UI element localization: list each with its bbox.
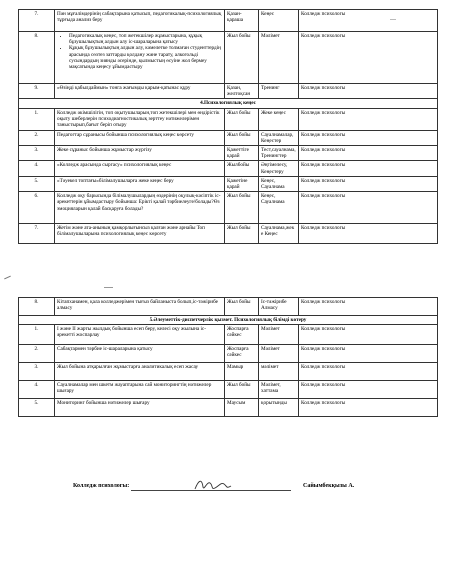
activity-cell: Сабақтармен тәрбие іс-шараларына қатысу <box>55 345 225 363</box>
date-cell: Жыл бойы <box>225 130 259 145</box>
section-title: 4.Психологиялық кеңес <box>19 99 438 108</box>
table-row <box>19 146 438 161</box>
form-cell: мәлімет <box>259 363 299 381</box>
form-cell: Сауалнама,жеке Кеңес <box>259 224 299 244</box>
activity-cell: Жеке сұраныс бойынша жұмыстар жүргізу <box>55 146 225 161</box>
table-row <box>19 399 438 417</box>
activity-cell: Кітапханамен, қала колледжерімен тығыз байланыста болып,іс-тәжірибе алмасу <box>55 298 225 316</box>
row-number: 4. <box>19 381 55 399</box>
row-number: 9. <box>19 84 55 99</box>
scan-mark <box>4 276 11 280</box>
form-cell: Мәлімет, хаттама <box>259 381 299 399</box>
list-item: • Педагогикалық кеңес, топ жетекшілер жұмыстарына, құқық бұзушылықтың алдын алу іс-шараларына қатысу <box>69 33 222 45</box>
table-row <box>19 176 438 191</box>
table-row <box>19 298 438 316</box>
row-number: 1. <box>19 325 55 345</box>
date-cell: Мамыр <box>225 363 259 381</box>
responsible-cell: Колледж психологы <box>299 345 438 363</box>
date-cell: Жоспарға сәйкес <box>225 345 259 363</box>
scan-mark <box>104 287 113 288</box>
activity-cell: Жыл бойына атқарылған жұмыстарға аналитикалық есеп жасау <box>55 363 225 381</box>
responsible-cell: Колледж психологы <box>299 176 438 191</box>
form-cell: Тренинг <box>259 84 299 99</box>
responsible-cell: Колледж психологы <box>299 363 438 381</box>
date-cell: Жыл бойы <box>225 224 259 244</box>
form-cell: Әңгімелесу, Кеңестеру <box>259 161 299 176</box>
responsible-cell: Колледж психологы <box>299 161 438 176</box>
bottom-page <box>18 297 438 527</box>
form-cell: Мәлімет <box>259 325 299 345</box>
responsible-cell: Колледж психологы <box>299 10 438 32</box>
signatory-name: Сайымбекқызы А. <box>303 483 355 489</box>
date-cell: Қажетіне қарай <box>225 176 259 191</box>
activity-cell: Пән мұғалімдерінің сабақтарына қатысып, педагогикалық-психологиялық тұрғыда анализ беру <box>55 10 225 32</box>
date-cell: Қажеттіге қарай <box>225 146 259 161</box>
table-row <box>19 345 438 363</box>
row-number: 8. <box>19 32 55 84</box>
date-cell: Жыл бойы <box>225 32 259 84</box>
responsible-cell: Колледж психологы <box>299 224 438 244</box>
activity-cell: І және ІІ жарты жылдық бойынша есеп беру, келесі оқу жылына іс-әрекетті жоспарлау <box>55 325 225 345</box>
activity-cell: Педагогтар сұранысы бойынша психологиялық кеңес көрсету <box>55 130 225 145</box>
activity-cell: Мониторинг бойынша нәтижелер шығару <box>55 399 225 417</box>
plan-table-top <box>18 9 438 244</box>
row-number: 8. <box>19 298 55 316</box>
table-row <box>19 10 438 32</box>
date-cell: Жыл бойы <box>225 108 259 130</box>
responsible-cell: Колледж психологы <box>299 130 438 145</box>
date-cell: Жылбойы <box>225 161 259 176</box>
form-cell: Мәлімет <box>259 32 299 84</box>
activity-cell: Жетім және ата-анының қамқорлығынсыз қалған және арнайы Топ білімалушыларына психологиялық кеңес көрсету <box>55 224 225 244</box>
row-number: 2. <box>19 130 55 145</box>
table-row <box>19 32 438 84</box>
responsible-cell: Колледж психологы <box>299 399 438 417</box>
responsible-cell: Колледж психологы <box>299 146 438 161</box>
responsible-cell: Колледж психологы <box>299 32 438 84</box>
row-number: 7. <box>19 10 55 32</box>
row-number: 4. <box>19 161 55 176</box>
top-page <box>18 9 438 244</box>
responsible-cell: Колледж психологы <box>299 381 438 399</box>
form-cell: Кеңес <box>259 10 299 32</box>
date-cell: Қазан, желтоқсан <box>225 84 259 99</box>
row-number: 3. <box>19 363 55 381</box>
form-cell: Мәлімет <box>259 345 299 363</box>
responsible-cell: Колледж психологы <box>299 108 438 130</box>
activity-cell: «Колледж арасында сыргасу» психологиялық кеңес <box>55 161 225 176</box>
row-number: 2. <box>19 345 55 363</box>
table-row <box>19 130 438 145</box>
table-row <box>19 363 438 381</box>
table-row <box>19 325 438 345</box>
form-cell: Кеңес, Сауалнама <box>259 176 299 191</box>
row-number: 5. <box>19 399 55 417</box>
responsible-cell: Колледж психологы <box>299 325 438 345</box>
form-cell: қорытынды <box>259 399 299 417</box>
date-cell: Жыл бойы <box>225 381 259 399</box>
section-heading-row <box>19 99 438 108</box>
activity-cell <box>55 32 225 84</box>
list-item: • Құқық бұзушылықтың алдын алу, кәмелетке толмаған студенттердің арасында сөзтез заттарды қолдану және тарату, алкогольді сусындардың зиянды әсерінде, қылмыстың өсуіне жол бермеу мақсатында кеңесу ұйымдастыру <box>69 45 222 70</box>
form-cell: Іс-тәжірибе Алмасу <box>259 298 299 316</box>
form-cell: Кеңес, Сауалнама <box>259 192 299 224</box>
responsible-cell: Колледж психологы <box>299 298 438 316</box>
table-row <box>19 224 438 244</box>
table-row <box>19 381 438 399</box>
handwritten-signature <box>193 477 233 493</box>
table-row <box>19 161 438 176</box>
table-row <box>19 84 438 99</box>
table-row <box>19 192 438 224</box>
section-title: 5.Әлеуметтік-диспетчерлік қызмет. Психологиялық білімді көтеру <box>19 316 438 325</box>
date-cell: Жыл бойы <box>225 298 259 316</box>
activity-cell: Колледж оқу барысында білімалушылардың өздерінің оқулық-кәсіптік іс-әрекеттерін ұйымдастыру бойынша: Еріктi қалай тәрбиелеуге/болады?Өз эмоцияларын қалай басқаруға болады? <box>55 192 225 224</box>
section-heading-row <box>19 316 438 325</box>
row-number: 6. <box>19 192 55 224</box>
form-cell: Тест,сауалнама, Тренингтер <box>259 146 299 161</box>
date-cell: Жыл бойы <box>225 192 259 224</box>
date-cell: Маусым <box>225 399 259 417</box>
table-row <box>19 108 438 130</box>
date-cell: Жоспарға сәйкес <box>225 325 259 345</box>
activity-cell: «Өзіңді қабылдаймын» тонга жағымды қарым-қатынас құру <box>55 84 225 99</box>
activity-cell: «Тәуекел топтағы»білімалушыларға жеке кеңес беру <box>55 176 225 191</box>
activity-cell: Сауалнамалар мен шкетм жауаптарына сай мониторингтің нәтижелер шығару <box>55 381 225 399</box>
scan-mark <box>390 19 396 20</box>
plan-table-bottom <box>18 297 438 417</box>
row-number: 1. <box>19 108 55 130</box>
row-number: 5. <box>19 176 55 191</box>
form-cell: Жеке кеңес <box>259 108 299 130</box>
form-cell: Сауалнамалар, Кеңестер <box>259 130 299 145</box>
activity-cell: Колледж әкімшілігін, топ оқытушыларын,топ жетекшілері мен өндірістік оқыту шеберлерін психодиагностикалық зерттеу нәтижелерімен таныстырып,бағыт беріп отыру <box>55 108 225 130</box>
responsible-cell: Колледж психологы <box>299 84 438 99</box>
responsible-cell: Колледж психологы <box>299 192 438 224</box>
row-number: 7. <box>19 224 55 244</box>
date-cell: Қазан-қараша <box>225 10 259 32</box>
signature-label: Колледж психологы: <box>73 483 130 489</box>
row-number: 3. <box>19 146 55 161</box>
